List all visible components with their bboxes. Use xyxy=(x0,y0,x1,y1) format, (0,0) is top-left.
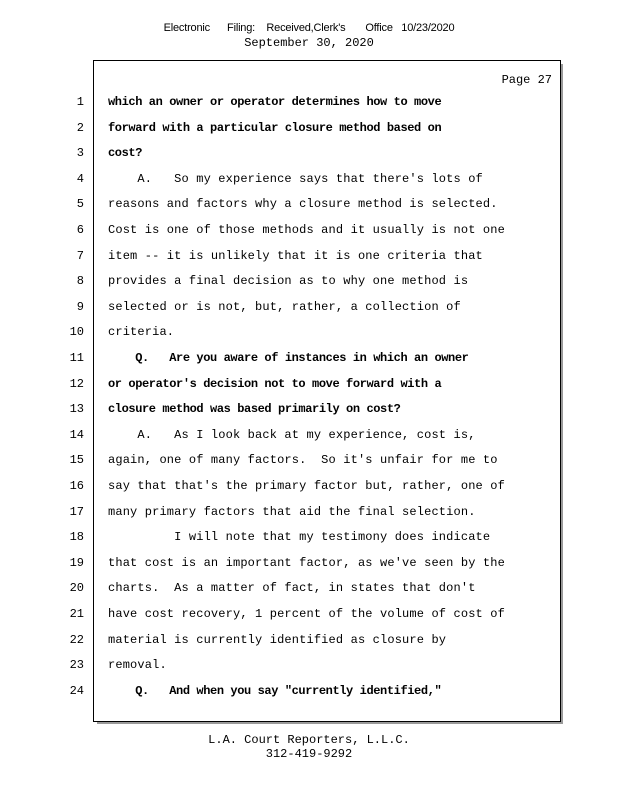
transcript-line: cost? xyxy=(108,146,143,160)
transcript-line: closure method was based primarily on cost? xyxy=(108,402,401,416)
filing-stamp: Electronic Filing: Received,Clerk's Office 10/23/2020 xyxy=(163,22,455,34)
transcript-line: removal. xyxy=(108,658,167,672)
transcript-line: provides a final decision as to why one method is xyxy=(108,274,469,288)
transcript-line: forward with a particular closure method based on xyxy=(108,121,442,135)
line-number: 6 xyxy=(76,223,84,237)
line-number: 5 xyxy=(76,197,84,211)
transcript-line: that cost is an important factor, as we've seen by the xyxy=(108,556,505,570)
line-number: 3 xyxy=(76,146,84,160)
line-number: 13 xyxy=(69,402,84,416)
line-number: 7 xyxy=(76,249,84,263)
transcript-line: A. As I look back at my experience, cost is, xyxy=(108,428,476,442)
line-number: 2 xyxy=(76,121,84,135)
transcript-line: many primary factors that aid the final selection. xyxy=(108,505,476,519)
line-number: 23 xyxy=(69,658,84,672)
transcript-line: Q. Are you aware of instances in which an owner xyxy=(108,351,469,365)
line-number: 24 xyxy=(69,684,84,698)
transcript-line: item -- it is unlikely that it is one criteria that xyxy=(108,249,483,263)
transcript-line: Q. And when you say "currently identified," xyxy=(108,684,442,698)
line-number: 8 xyxy=(76,274,84,288)
transcript-line: or operator's decision not to move forward with a xyxy=(108,377,442,391)
line-number: 9 xyxy=(76,300,84,314)
transcript-line: reasons and factors why a closure method is selected. xyxy=(108,197,498,211)
reporter-phone: 312-419-9292 xyxy=(265,747,353,761)
transcript-line: Cost is one of those methods and it usually is not one xyxy=(108,223,505,237)
transcript-line: I will note that my testimony does indicate xyxy=(108,530,491,544)
line-number: 12 xyxy=(69,377,84,391)
transcript-line: again, one of many factors. So it's unfair for me to xyxy=(108,453,498,467)
line-number: 20 xyxy=(69,581,84,595)
transcript-line: A. So my experience says that there's lots of xyxy=(108,172,483,186)
transcript-page xyxy=(93,60,561,722)
page-number: Page 27 xyxy=(501,73,552,87)
transcript-line: have cost recovery, 1 percent of the volume of cost of xyxy=(108,607,505,621)
line-number: 16 xyxy=(69,479,84,493)
line-number: 1 xyxy=(76,95,84,109)
line-number: 22 xyxy=(69,633,84,647)
deposition-date: September 30, 2020 xyxy=(244,36,374,50)
transcript-line: material is currently identified as closure by xyxy=(108,633,447,647)
line-number: 4 xyxy=(76,172,84,186)
line-number: 11 xyxy=(69,351,84,365)
line-number: 17 xyxy=(69,505,84,519)
line-number: 15 xyxy=(69,453,84,467)
line-number: 21 xyxy=(69,607,84,621)
line-number: 10 xyxy=(69,325,84,339)
line-number: 14 xyxy=(69,428,84,442)
line-number: 18 xyxy=(69,530,84,544)
transcript-line: say that that's the primary factor but, rather, one of xyxy=(108,479,505,493)
line-number: 19 xyxy=(69,556,84,570)
transcript-line: charts. As a matter of fact, in states that don't xyxy=(108,581,476,595)
transcript-line: selected or is not, but, rather, a collection of xyxy=(108,300,461,314)
reporter-company: L.A. Court Reporters, L.L.C. xyxy=(208,733,410,747)
transcript-line: criteria. xyxy=(108,325,175,339)
transcript-line: which an owner or operator determines how to move xyxy=(108,95,442,109)
